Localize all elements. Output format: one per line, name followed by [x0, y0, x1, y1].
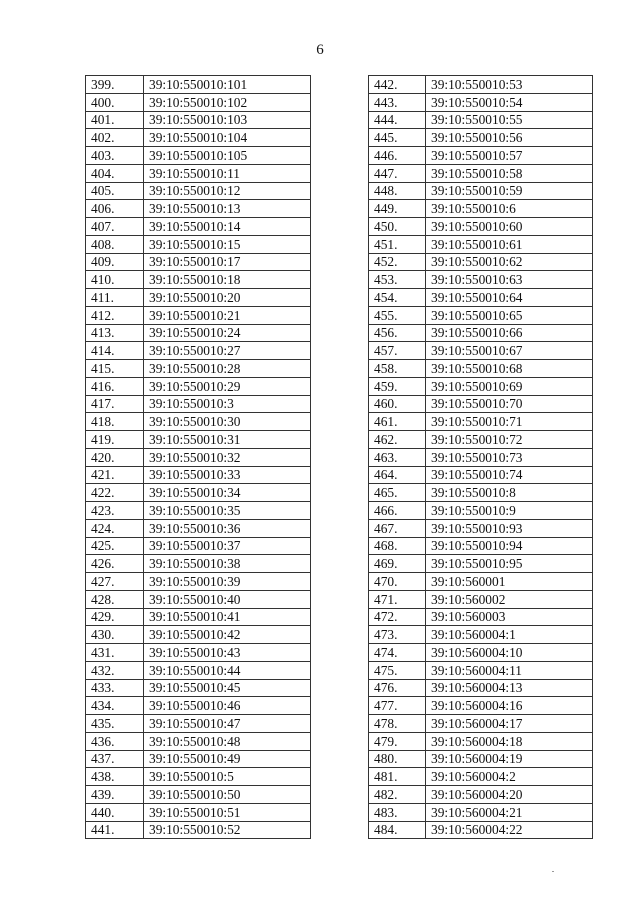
- cadastral-number: 39:10:550010:63: [426, 271, 593, 289]
- row-number: 425.: [86, 537, 144, 555]
- row-number: 417.: [86, 395, 144, 413]
- table-row: [86, 253, 311, 271]
- row-number: 470.: [369, 573, 426, 591]
- row-number: 423.: [86, 502, 144, 520]
- row-number: 440.: [86, 803, 144, 821]
- row-number: 436.: [86, 732, 144, 750]
- cadastral-number: 39:10:560001: [426, 573, 593, 591]
- table-row: [86, 342, 311, 360]
- table-row: [86, 555, 311, 573]
- row-number: 461.: [369, 413, 426, 431]
- cadastral-number: 39:10:550010:27: [144, 342, 311, 360]
- row-number: 405.: [86, 182, 144, 200]
- cadastral-number: 39:10:550010:104: [144, 129, 311, 147]
- table-row: [369, 644, 593, 662]
- table-row: [369, 679, 593, 697]
- row-number: 430.: [86, 626, 144, 644]
- row-number: 462.: [369, 431, 426, 449]
- row-number: 475.: [369, 661, 426, 679]
- row-number: 478.: [369, 715, 426, 733]
- row-number: 420.: [86, 448, 144, 466]
- row-number: 460.: [369, 395, 426, 413]
- cadastral-number: 39:10:560004:19: [426, 750, 593, 768]
- row-number: 435.: [86, 715, 144, 733]
- row-number: 442.: [369, 76, 426, 94]
- table-row: [369, 803, 593, 821]
- table-row: [86, 626, 311, 644]
- cadastral-number: 39:10:550010:13: [144, 200, 311, 218]
- row-number: 422.: [86, 484, 144, 502]
- cadastral-number: 39:10:560004:11: [426, 661, 593, 679]
- row-number: 467.: [369, 519, 426, 537]
- row-number: 404.: [86, 164, 144, 182]
- table-row: [86, 732, 311, 750]
- row-number: 414.: [86, 342, 144, 360]
- table-row: [369, 448, 593, 466]
- table-row: [369, 715, 593, 733]
- row-number: 471.: [369, 590, 426, 608]
- table-row: [86, 768, 311, 786]
- row-number: 451.: [369, 235, 426, 253]
- row-number: 413.: [86, 324, 144, 342]
- row-number: 482.: [369, 786, 426, 804]
- table-row: [369, 253, 593, 271]
- row-number: 448.: [369, 182, 426, 200]
- table-row: [86, 324, 311, 342]
- table-row: [369, 164, 593, 182]
- cadastral-number: 39:10:550010:55: [426, 111, 593, 129]
- cadastral-number: 39:10:550010:38: [144, 555, 311, 573]
- row-number: 444.: [369, 111, 426, 129]
- row-number: 472.: [369, 608, 426, 626]
- table-row: [86, 306, 311, 324]
- cadastral-number: 39:10:550010:3: [144, 395, 311, 413]
- row-number: 421.: [86, 466, 144, 484]
- row-number: 407.: [86, 218, 144, 236]
- row-number: 409.: [86, 253, 144, 271]
- row-number: 403.: [86, 147, 144, 165]
- row-number: 401.: [86, 111, 144, 129]
- cadastral-number: 39:10:560004:2: [426, 768, 593, 786]
- cadastral-table-left: [85, 75, 311, 839]
- table-row: [369, 93, 593, 111]
- cadastral-table-right: [368, 75, 593, 839]
- row-number: 419.: [86, 431, 144, 449]
- cadastral-number: 39:10:550010:29: [144, 377, 311, 395]
- table-row: [369, 413, 593, 431]
- table-row: [369, 111, 593, 129]
- row-number: 466.: [369, 502, 426, 520]
- table-row: [369, 786, 593, 804]
- cadastral-number: 39:10:550010:44: [144, 661, 311, 679]
- row-number: 429.: [86, 608, 144, 626]
- cadastral-number: 39:10:550010:39: [144, 573, 311, 591]
- row-number: 431.: [86, 644, 144, 662]
- row-number: 450.: [369, 218, 426, 236]
- row-number: 474.: [369, 644, 426, 662]
- table-row: [86, 644, 311, 662]
- row-number: 416.: [86, 377, 144, 395]
- row-number: 412.: [86, 306, 144, 324]
- row-number: 438.: [86, 768, 144, 786]
- cadastral-number: 39:10:550010:59: [426, 182, 593, 200]
- row-number: 473.: [369, 626, 426, 644]
- cadastral-number: 39:10:550010:73: [426, 448, 593, 466]
- table-row: [86, 715, 311, 733]
- table-row: [86, 466, 311, 484]
- cadastral-number: 39:10:560003: [426, 608, 593, 626]
- table-row: [86, 537, 311, 555]
- table-body-left: [86, 76, 311, 839]
- cadastral-number: 39:10:550010:6: [426, 200, 593, 218]
- table-row: [86, 786, 311, 804]
- row-number: 465.: [369, 484, 426, 502]
- cadastral-number: 39:10:550010:14: [144, 218, 311, 236]
- cadastral-number: 39:10:550010:41: [144, 608, 311, 626]
- row-number: 449.: [369, 200, 426, 218]
- cadastral-number: 39:10:550010:33: [144, 466, 311, 484]
- cadastral-number: 39:10:550010:8: [426, 484, 593, 502]
- table-row: [86, 147, 311, 165]
- table-row: [369, 200, 593, 218]
- table-row: [369, 821, 593, 839]
- cadastral-number: 39:10:550010:50: [144, 786, 311, 804]
- cadastral-number: 39:10:550010:94: [426, 537, 593, 555]
- row-number: 411.: [86, 289, 144, 307]
- table-row: [86, 590, 311, 608]
- cadastral-number: 39:10:560004:22: [426, 821, 593, 839]
- cadastral-number: 39:10:550010:11: [144, 164, 311, 182]
- table-row: [369, 590, 593, 608]
- table-row: [86, 395, 311, 413]
- row-number: 459.: [369, 377, 426, 395]
- row-number: 445.: [369, 129, 426, 147]
- row-number: 458.: [369, 360, 426, 378]
- table-row: [86, 129, 311, 147]
- cadastral-number: 39:10:550010:43: [144, 644, 311, 662]
- cadastral-number: 39:10:550010:24: [144, 324, 311, 342]
- table-row: [86, 164, 311, 182]
- page-number: 6: [316, 42, 324, 58]
- table-row: [369, 235, 593, 253]
- table-row: [369, 289, 593, 307]
- row-number: 408.: [86, 235, 144, 253]
- row-number: 464.: [369, 466, 426, 484]
- cadastral-number: 39:10:550010:69: [426, 377, 593, 395]
- row-number: 457.: [369, 342, 426, 360]
- table-row: [86, 431, 311, 449]
- cadastral-number: 39:10:550010:17: [144, 253, 311, 271]
- cadastral-number: 39:10:550010:45: [144, 679, 311, 697]
- cadastral-number: 39:10:550010:46: [144, 697, 311, 715]
- cadastral-number: 39:10:550010:51: [144, 803, 311, 821]
- cadastral-number: 39:10:550010:53: [426, 76, 593, 94]
- row-number: 424.: [86, 519, 144, 537]
- cadastral-number: 39:10:550010:62: [426, 253, 593, 271]
- row-number: 480.: [369, 750, 426, 768]
- cadastral-number: 39:10:550010:72: [426, 431, 593, 449]
- table-row: [86, 608, 311, 626]
- cadastral-number: 39:10:550010:95: [426, 555, 593, 573]
- table-row: [86, 679, 311, 697]
- row-number: 476.: [369, 679, 426, 697]
- table-row: [369, 732, 593, 750]
- cadastral-number: 39:10:550010:36: [144, 519, 311, 537]
- table-row: [86, 289, 311, 307]
- cadastral-number: 39:10:550010:71: [426, 413, 593, 431]
- cadastral-number: 39:10:550010:54: [426, 93, 593, 111]
- table-row: [369, 573, 593, 591]
- cadastral-number: 39:10:550010:28: [144, 360, 311, 378]
- table-row: [369, 537, 593, 555]
- cadastral-number: 39:10:560004:10: [426, 644, 593, 662]
- row-number: 399.: [86, 76, 144, 94]
- row-number: 434.: [86, 697, 144, 715]
- table-row: [86, 750, 311, 768]
- cadastral-number: 39:10:550010:102: [144, 93, 311, 111]
- table-row: [86, 573, 311, 591]
- row-number: 428.: [86, 590, 144, 608]
- table-row: [369, 697, 593, 715]
- cadastral-number: 39:10:550010:49: [144, 750, 311, 768]
- table-row: [369, 431, 593, 449]
- cadastral-number: 39:10:550010:5: [144, 768, 311, 786]
- table-row: [86, 218, 311, 236]
- table-row: [369, 555, 593, 573]
- cadastral-number: 39:10:560002: [426, 590, 593, 608]
- scan-speck: [552, 871, 554, 872]
- table-row: [369, 324, 593, 342]
- cadastral-number: 39:10:550010:68: [426, 360, 593, 378]
- row-number: 426.: [86, 555, 144, 573]
- cadastral-number: 39:10:560004:16: [426, 697, 593, 715]
- table-row: [86, 803, 311, 821]
- cadastral-number: 39:10:560004:13: [426, 679, 593, 697]
- table-row: [86, 360, 311, 378]
- row-number: 468.: [369, 537, 426, 555]
- cadastral-number: 39:10:550010:60: [426, 218, 593, 236]
- cadastral-number: 39:10:550010:103: [144, 111, 311, 129]
- cadastral-number: 39:10:560004:21: [426, 803, 593, 821]
- cadastral-number: 39:10:550010:57: [426, 147, 593, 165]
- table-row: [86, 697, 311, 715]
- table-row: [369, 750, 593, 768]
- table-row: [86, 448, 311, 466]
- row-number: 481.: [369, 768, 426, 786]
- row-number: 437.: [86, 750, 144, 768]
- table-row: [86, 235, 311, 253]
- table-row: [369, 768, 593, 786]
- cadastral-number: 39:10:550010:67: [426, 342, 593, 360]
- cadastral-number: 39:10:550010:105: [144, 147, 311, 165]
- row-number: 454.: [369, 289, 426, 307]
- table-row: [369, 218, 593, 236]
- table-row: [86, 93, 311, 111]
- table-row: [369, 342, 593, 360]
- table-row: [86, 377, 311, 395]
- table-row: [369, 484, 593, 502]
- table-body-right: [369, 76, 593, 839]
- row-number: 400.: [86, 93, 144, 111]
- table-row: [369, 271, 593, 289]
- cadastral-number: 39:10:550010:20: [144, 289, 311, 307]
- cadastral-number: 39:10:550010:58: [426, 164, 593, 182]
- cadastral-number: 39:10:550010:74: [426, 466, 593, 484]
- cadastral-number: 39:10:550010:30: [144, 413, 311, 431]
- row-number: 415.: [86, 360, 144, 378]
- table-row: [369, 519, 593, 537]
- table-row: [86, 182, 311, 200]
- cadastral-number: 39:10:560004:1: [426, 626, 593, 644]
- row-number: 418.: [86, 413, 144, 431]
- table-row: [369, 466, 593, 484]
- cadastral-number: 39:10:550010:52: [144, 821, 311, 839]
- row-number: 443.: [369, 93, 426, 111]
- cadastral-number: 39:10:550010:32: [144, 448, 311, 466]
- row-number: 433.: [86, 679, 144, 697]
- table-row: [86, 661, 311, 679]
- table-row: [86, 821, 311, 839]
- table-row: [369, 395, 593, 413]
- cadastral-number: 39:10:560004:17: [426, 715, 593, 733]
- table-row: [369, 76, 593, 94]
- cadastral-number: 39:10:550010:15: [144, 235, 311, 253]
- table-row: [369, 129, 593, 147]
- row-number: 453.: [369, 271, 426, 289]
- row-number: 477.: [369, 697, 426, 715]
- cadastral-number: 39:10:550010:21: [144, 306, 311, 324]
- cadastral-number: 39:10:550010:101: [144, 76, 311, 94]
- table-row: [86, 271, 311, 289]
- cadastral-number: 39:10:550010:12: [144, 182, 311, 200]
- cadastral-number: 39:10:550010:48: [144, 732, 311, 750]
- table-row: [369, 182, 593, 200]
- cadastral-number: 39:10:550010:31: [144, 431, 311, 449]
- table-row: [86, 413, 311, 431]
- table-row: [369, 502, 593, 520]
- cadastral-number: 39:10:550010:35: [144, 502, 311, 520]
- table-row: [369, 360, 593, 378]
- table-row: [86, 519, 311, 537]
- row-number: 455.: [369, 306, 426, 324]
- row-number: 410.: [86, 271, 144, 289]
- cadastral-number: 39:10:550010:18: [144, 271, 311, 289]
- cadastral-number: 39:10:550010:61: [426, 235, 593, 253]
- table-row: [86, 111, 311, 129]
- row-number: 406.: [86, 200, 144, 218]
- row-number: 427.: [86, 573, 144, 591]
- cadastral-number: 39:10:550010:65: [426, 306, 593, 324]
- cadastral-number: 39:10:550010:93: [426, 519, 593, 537]
- row-number: 469.: [369, 555, 426, 573]
- table-row: [369, 147, 593, 165]
- table-row: [369, 626, 593, 644]
- cadastral-number: 39:10:550010:34: [144, 484, 311, 502]
- cadastral-number: 39:10:550010:56: [426, 129, 593, 147]
- cadastral-number: 39:10:550010:66: [426, 324, 593, 342]
- cadastral-number: 39:10:550010:9: [426, 502, 593, 520]
- row-number: 484.: [369, 821, 426, 839]
- row-number: 446.: [369, 147, 426, 165]
- cadastral-number: 39:10:560004:20: [426, 786, 593, 804]
- row-number: 432.: [86, 661, 144, 679]
- cadastral-number: 39:10:560004:18: [426, 732, 593, 750]
- cadastral-number: 39:10:550010:70: [426, 395, 593, 413]
- table-row: [86, 502, 311, 520]
- row-number: 439.: [86, 786, 144, 804]
- cadastral-number: 39:10:550010:40: [144, 590, 311, 608]
- row-number: 402.: [86, 129, 144, 147]
- cadastral-number: 39:10:550010:37: [144, 537, 311, 555]
- row-number: 479.: [369, 732, 426, 750]
- row-number: 483.: [369, 803, 426, 821]
- row-number: 463.: [369, 448, 426, 466]
- row-number: 452.: [369, 253, 426, 271]
- table-row: [86, 76, 311, 94]
- table-row: [369, 661, 593, 679]
- row-number: 441.: [86, 821, 144, 839]
- table-row: [86, 200, 311, 218]
- cadastral-number: 39:10:550010:42: [144, 626, 311, 644]
- cadastral-number: 39:10:550010:64: [426, 289, 593, 307]
- table-row: [369, 608, 593, 626]
- table-row: [86, 484, 311, 502]
- table-row: [369, 377, 593, 395]
- cadastral-number: 39:10:550010:47: [144, 715, 311, 733]
- table-row: [369, 306, 593, 324]
- row-number: 456.: [369, 324, 426, 342]
- row-number: 447.: [369, 164, 426, 182]
